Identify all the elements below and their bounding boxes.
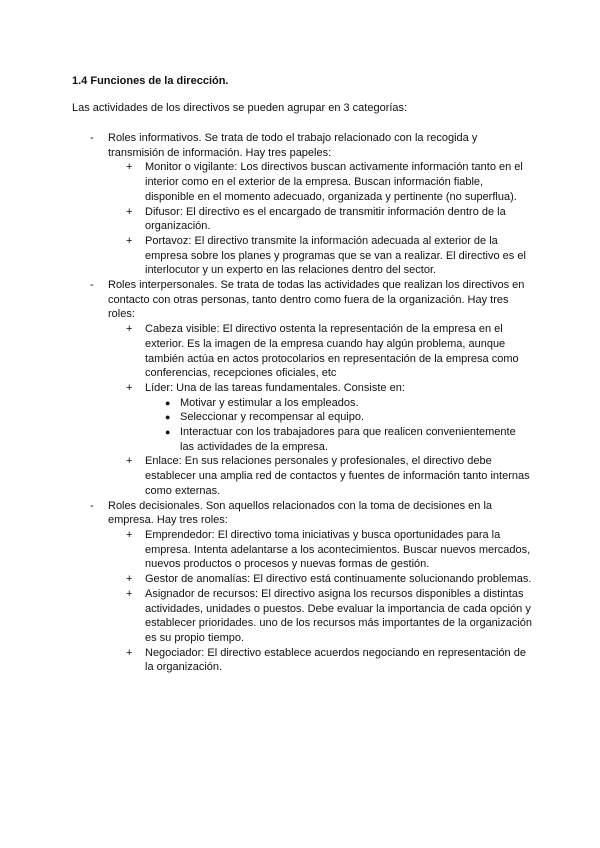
item-text: Negociador: El directivo establece acuerdos negociando en representación de la organización. (145, 646, 526, 674)
plus-marker-icon: + (126, 323, 133, 336)
role-item (108, 572, 532, 587)
bullet-marker-icon: ● (165, 412, 171, 423)
task-item (145, 425, 532, 454)
category-item (72, 278, 532, 499)
item-text: Gestor de anomalías: El directivo está continuamente solucionando problemas. (145, 573, 532, 586)
item-text: Roles decisionales. Son aquellos relacionados con la toma de decisiones en la empresa. Hay tres roles: (108, 499, 493, 527)
bullet-marker-icon: ● (165, 397, 171, 408)
item-text: Enlace: En sus relaciones personales y profesionales, el directivo debe establecer una amplia red de contactos y fuentes de información tanto internas como externas. (145, 455, 530, 497)
plus-marker-icon: + (126, 205, 133, 218)
plus-marker-icon: + (126, 234, 133, 247)
item-text: Interactuar con los trabajadores para que realicen convenientemente las actividades de la empresa. (180, 426, 516, 453)
role-item (108, 646, 532, 675)
plus-marker-icon: + (126, 161, 133, 174)
plus-marker-icon: + (126, 381, 133, 394)
role-item (108, 205, 532, 234)
sub-list (145, 396, 532, 455)
role-category-list (72, 131, 532, 675)
item-text: Difusor: El directivo es el encargado de transmitir información dentro de la organización. (145, 205, 506, 233)
item-text: Cabeza visible: El directivo ostenta la representación de la empresa en el exterior. Es la imagen de la empresa cuando hay algún problema, aunque también actúa en actos protocolarios en representación de la empresa como conferencias, recepciones oficiales, etc (145, 323, 519, 380)
dash-marker-icon: - (90, 279, 94, 292)
category-item (72, 131, 532, 278)
role-item (108, 160, 532, 204)
role-item (108, 587, 532, 646)
section-heading: 1.4 Funciones de la dirección. (72, 75, 229, 87)
item-text: Motivar y estimular a los empleados. (180, 396, 359, 409)
item-text: Monitor o vigilante: Los directivos buscan activamente información tanto en el interior como en el exterior de la empresa. Buscan información fiable, disponible en el momento adecuado, organizada y pertinente (no superflua). (145, 161, 523, 203)
category-item (72, 499, 532, 675)
sub-list (108, 160, 532, 278)
sub-list (108, 528, 532, 675)
intro-paragraph: Las actividades de los directivos se pueden agrupar en 3 categorías: (72, 102, 408, 114)
bullet-marker-icon: ● (165, 427, 171, 438)
plus-marker-icon: + (126, 528, 133, 541)
task-item (145, 396, 532, 411)
role-item (108, 454, 532, 498)
plus-marker-icon: + (126, 573, 133, 586)
dash-marker-icon: - (90, 499, 94, 512)
item-text: Portavoz: El directivo transmite la información adecuada al exterior de la empresa sobre los planes y programas que se van a realizar. El directivo es el interlocutor y un experto en las relaciones dentro del sector. (145, 234, 526, 277)
item-text: Roles informativos. Se trata de todo el trabajo relacionado con la recogida y transmisión de información. Hay tres papeles: (108, 132, 478, 159)
item-text: Líder: Una de las tareas fundamentales. Consiste en: (145, 381, 405, 394)
plus-marker-icon: + (126, 646, 133, 659)
task-item (145, 410, 532, 425)
role-item (108, 234, 532, 278)
item-text: Roles interpersonales. Se trata de todas las actividades que realizan los directivos en contacto con otras personas, tanto dentro como fuera de la organización. Hay tres roles: (108, 279, 525, 321)
item-text: Emprendedor: El directivo toma iniciativas y busca oportunidades para la empresa. Intenta adelantarse a los acontecimientos. Buscar nuevos mercados, nuevos productos o procesos y nuevas formas de gestión. (145, 528, 531, 571)
sub-list (108, 322, 532, 498)
dash-marker-icon: - (90, 132, 94, 144)
role-item (108, 528, 532, 572)
role-item (108, 322, 532, 381)
plus-marker-icon: + (126, 455, 133, 468)
item-text: Seleccionar y recompensar al equipo. (180, 411, 365, 424)
item-text: Asignador de recursos: El directivo asigna los recursos disponibles a distintas actividades, unidades o puestos. Debe evaluar la importancia de cada opción y establecer prioridades. uno de los recursos más importantes de la organización es su propio tiempo. (145, 587, 533, 644)
plus-marker-icon: + (126, 587, 133, 600)
role-item (108, 381, 532, 455)
